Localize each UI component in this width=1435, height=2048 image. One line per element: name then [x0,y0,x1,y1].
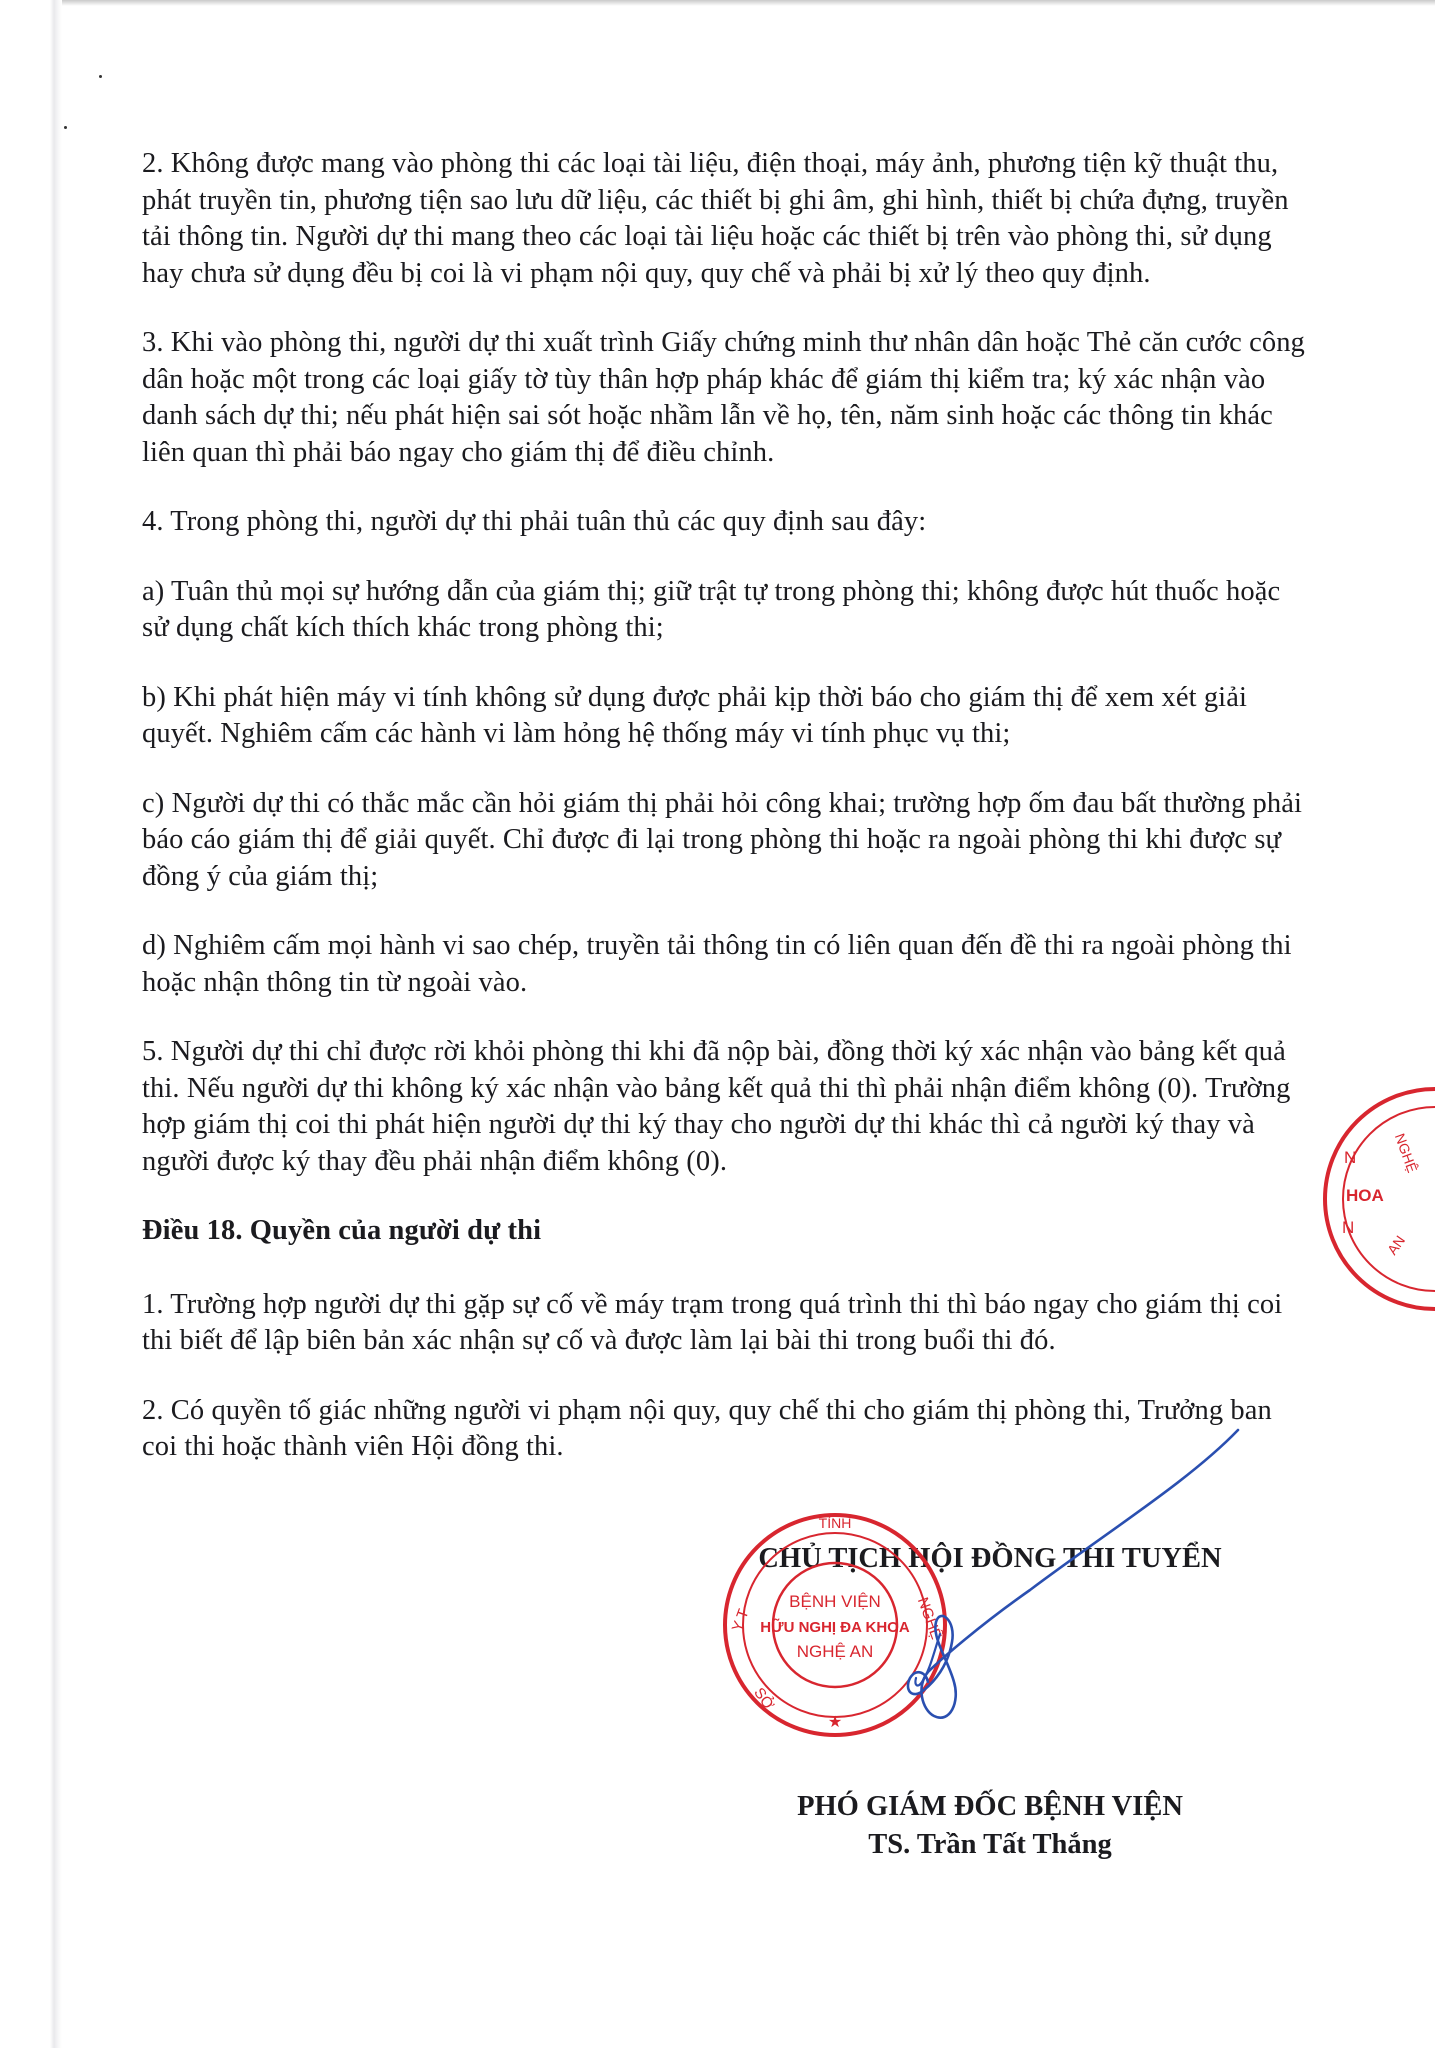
paragraph-item-2: 2. Không được mang vào phòng thi các loại tài liệu, điện thoại, máy ảnh, phương tiện kỹ thuật thu, phát truyền tin, phương tiện sao lưu dữ liệu, các thiết bị ghi âm, ghi hình, thiết bị chứa đựng, truyền tải thông tin. Người dự thi mang theo các loại tài liệu hoặc các thiết bị trên vào phòng thi, sử dụng hay chưa sử dụng đều bị coi là vi phạm nội quy, quy chế và phải bị xử lý theo quy định. [142,148,1289,289]
paragraph-item-4c: c) Người dự thi có thắc mắc cần hỏi giám thị phải hỏi công khai; trường hợp ốm đau bất thường phải báo cáo giám thị để giải quyết. Chỉ được đi lại trong phòng thi hoặc ra ngoài phòng thi khi được sự đồng ý của giám thị; [142,787,1302,892]
paragraph-item-4: 4. Trong phòng thi, người dự thi phải tuân thủ các quy định sau đây: [142,506,927,537]
paragraph-item-4a: a) Tuân thủ mọi sự hướng dẫn của giám thị; giữ trật tự trong phòng thi; không được hút thuốc hoặc sử dụng chất kích thích khác trong phòng thi; [142,575,1281,643]
paragraph-item-3: 3. Khi vào phòng thi, người dự thi xuất trình Giấy chứng minh thư nhân dân hoặc Thẻ căn cước công dân hoặc một trong các loại giấy tờ tùy thân hợp pháp khác để giám thị kiểm tra; ký xác nhận vào danh sách dự thi; nếu phát hiện sai sót hoặc nhầm lẫn về họ, tên, năm sinh hoặc các thông tin khác liên quan thì phải báo ngay cho giám thị để điều chỉnh. [142,327,1305,468]
article-18-item-1: 1. Trường hợp người dự thi gặp sự cố về máy trạm trong quá trình thi thì báo ngay cho giám thị coi thi biết để lập biên bản xác nhận sự cố và được làm lại bài thi trong buổi thi đó. [142,1288,1283,1356]
seal-ring-top: TỈNH [818,1515,852,1531]
margin-stamp-text-3: N [1342,1218,1355,1237]
margin-stamp-text-4: NGHỆ [1391,1131,1421,1175]
handwritten-signature [860,1420,1250,1740]
paragraph-item-5: 5. Người dự thi chỉ được rời khỏi phòng thi khi đã nộp bài, đồng thời ký xác nhận vào bảng kết quả thi. Nếu người dự thi không ký xác nhận vào bảng kết quả thi thì phải nhận điểm không (0). Trường hợp giám thị coi thi phát hiện người dự thi ký thay cho người dự thi khác thì cả người ký thay và người được ký thay đều phải nhận điểm không (0). [142,1036,1291,1177]
scan-speck [64,126,67,129]
margin-stamp-fragment [1310,1085,1435,1315]
signature-name: TS. Trần Tất Thắng [868,1829,1112,1860]
seal-line-3: NGHỆ AN [796,1642,874,1661]
seal-ring-bottom: SỞ [750,1684,778,1714]
paragraph-item-4b: b) Khi phát hiện máy vi tính không sử dụng được phải kịp thời báo cho giám thị để xem xét giải quyết. Nghiêm cấm các hành vi làm hỏng hệ thống máy vi tính phục vụ thi; [142,681,1247,749]
margin-stamp-text-2: HOA [1346,1186,1384,1205]
paragraph-item-4d: d) Nghiêm cấm mọi hành vi sao chép, truyền tải thông tin có liên quan đến đề thi ra ngoài phòng thi hoặc nhận thông tin từ ngoài vào. [142,930,1292,998]
scan-top-edge [0,0,1435,6]
seal-line-2: HỮU NGHỊ ĐA KHOA [760,1619,910,1636]
scan-speck [99,75,102,78]
article-18-heading: Điều 18. Quyền của người dự thi [142,1215,542,1246]
margin-stamp-text-5: AN [1383,1232,1409,1258]
signature-role: CHỦ TỊCH HỘI ĐỒNG THI TUYỂN [758,1543,1222,1574]
margin-stamp-text-1: N [1344,1148,1357,1167]
seal-line-1: BỆNH VIỆN [789,1592,881,1611]
signature-position: PHÓ GIÁM ĐỐC BỆNH VIỆN [797,1791,1183,1822]
seal-star-icon: ★ [827,1712,843,1731]
scan-left-edge [0,0,62,2048]
document-body [142,146,1312,1499]
article-18-item-2: 2. Có quyền tố giác những người vi phạm nội quy, quy chế thi cho giám thị phòng thi, Trưởng ban coi thi hoặc thành viên Hội đồng thi. [142,1394,1272,1462]
seal-ring-left: Y T [728,1606,753,1635]
seal-ring-right: NGHỆ [913,1595,945,1642]
